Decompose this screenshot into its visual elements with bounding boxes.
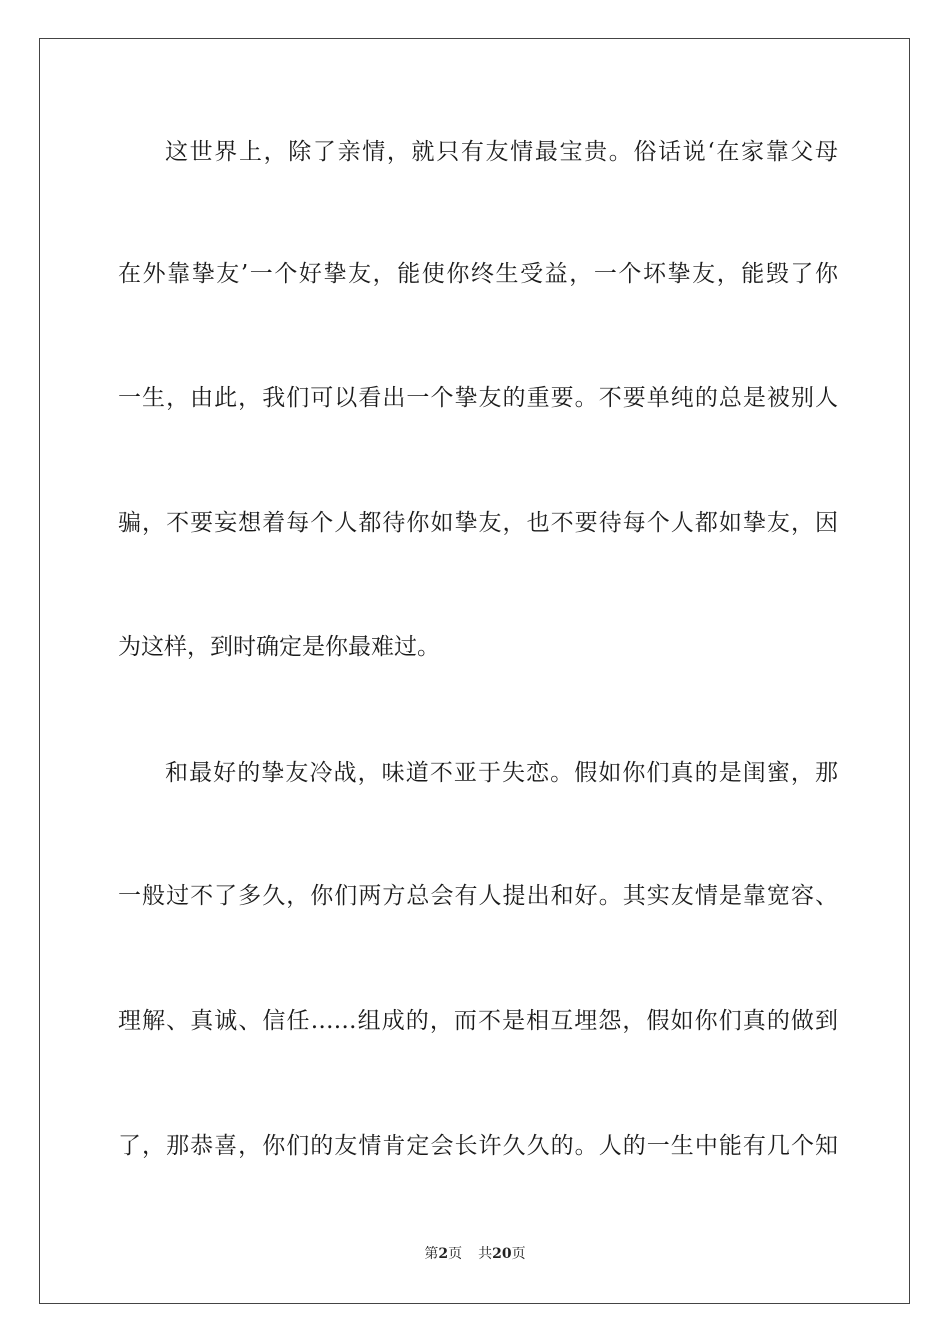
- paragraph-1-line-4: 骗，不要妄想着每个人都待你如挚友，也不要待每个人都如挚友，因: [118, 510, 838, 536]
- footer-total-pages: 20: [492, 1246, 512, 1262]
- page-footer: [0, 1244, 950, 1264]
- paragraph-1-line-5: 为这样，到时确定是你最难过。: [118, 634, 440, 660]
- paragraph-1-line-2: 在外靠挚友’一个好挚友，能使你终生受益，一个坏挚友，能毁了你: [118, 261, 838, 287]
- footer-page-prefix: 第: [424, 1246, 439, 1262]
- footer-page-suffix: 页: [448, 1246, 463, 1262]
- footer-total-suffix: 页: [511, 1246, 526, 1262]
- paragraph-1-line-1: 这世界上，除了亲情，就只有友情最宝贵。俗话说‘在家靠父母: [165, 139, 838, 165]
- paragraph-1-line-3: 一生，由此，我们可以看出一个挚友的重要。不要单纯的总是被别人: [118, 385, 838, 411]
- paragraph-2-line-2: 一般过不了多久，你们两方总会有人提出和好。其实友情是靠宽容、: [118, 883, 838, 909]
- page-border: [39, 38, 910, 1304]
- footer-total-prefix: 共: [478, 1246, 493, 1262]
- footer-page-number: 2: [438, 1246, 449, 1262]
- paragraph-2-line-4: 了，那恭喜，你们的友情肯定会长许久久的。人的一生中能有几个知: [118, 1133, 838, 1159]
- paragraph-2-line-1: 和最好的挚友冷战，味道不亚于失恋。假如你们真的是闺蜜，那: [165, 760, 838, 786]
- paragraph-2-line-3: 理解、真诚、信任……组成的，而不是相互埋怨，假如你们真的做到: [118, 1008, 838, 1034]
